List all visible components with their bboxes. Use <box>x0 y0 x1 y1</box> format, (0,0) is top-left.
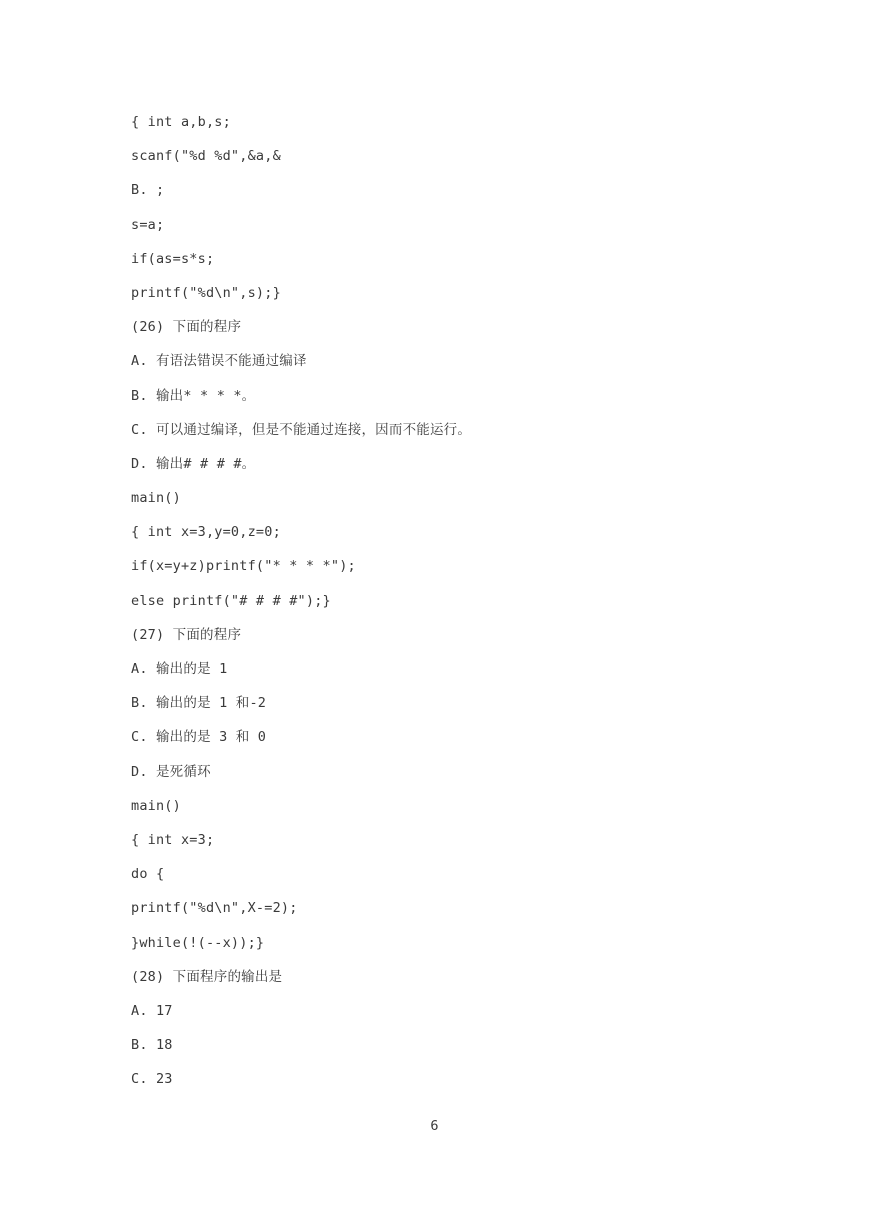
question-heading: (26) 下面的程序 <box>131 319 242 336</box>
answer-option: B. 18 <box>131 1037 173 1054</box>
code-line: printf("%d\n",X-=2); <box>131 900 298 917</box>
text-line: { int a,b,s; <box>131 114 231 130</box>
answer-option: C. 输出的是 3 和 0 <box>131 729 267 746</box>
code-line: main() <box>131 490 181 507</box>
answer-option: D. 是死循环 <box>131 763 211 780</box>
answer-option: C. 可以通过编译，但是不能通过连接，因而不能运行。 <box>131 421 472 438</box>
answer-option: B. 输出* * * *。 <box>131 387 256 404</box>
code-line: main() <box>131 797 181 814</box>
text-line: B. ; <box>131 182 165 199</box>
page-number: 6 <box>430 1118 439 1134</box>
text-line: s=a; <box>131 216 165 233</box>
text-line: printf("%d\n",s);} <box>131 284 281 301</box>
code-line: { int x=3,y=0,z=0; <box>131 524 281 541</box>
answer-option: A. 输出的是 1 <box>131 661 228 677</box>
code-line: do { <box>131 866 165 883</box>
question-heading: (27) 下面的程序 <box>131 626 242 643</box>
code-line: }while(!(--x));} <box>131 934 265 951</box>
text-line: scanf("%d %d",&a,& <box>131 148 281 165</box>
answer-option: D. 输出# # # #。 <box>131 455 256 472</box>
answer-option: A. 17 <box>131 1002 173 1019</box>
answer-option: C. 23 <box>131 1071 173 1088</box>
document-body <box>131 111 471 1102</box>
code-line: if(x=y+z)printf("* * * *"); <box>131 558 356 575</box>
answer-option: A. 有语法错误不能通过编译 <box>131 353 307 370</box>
code-line: else printf("# # # #");} <box>131 592 331 609</box>
answer-option: B. 输出的是 1 和-2 <box>131 695 267 712</box>
code-line: { int x=3; <box>131 831 215 848</box>
question-heading: (28) 下面程序的输出是 <box>131 968 283 985</box>
text-line: if(as=s*s; <box>131 250 215 267</box>
